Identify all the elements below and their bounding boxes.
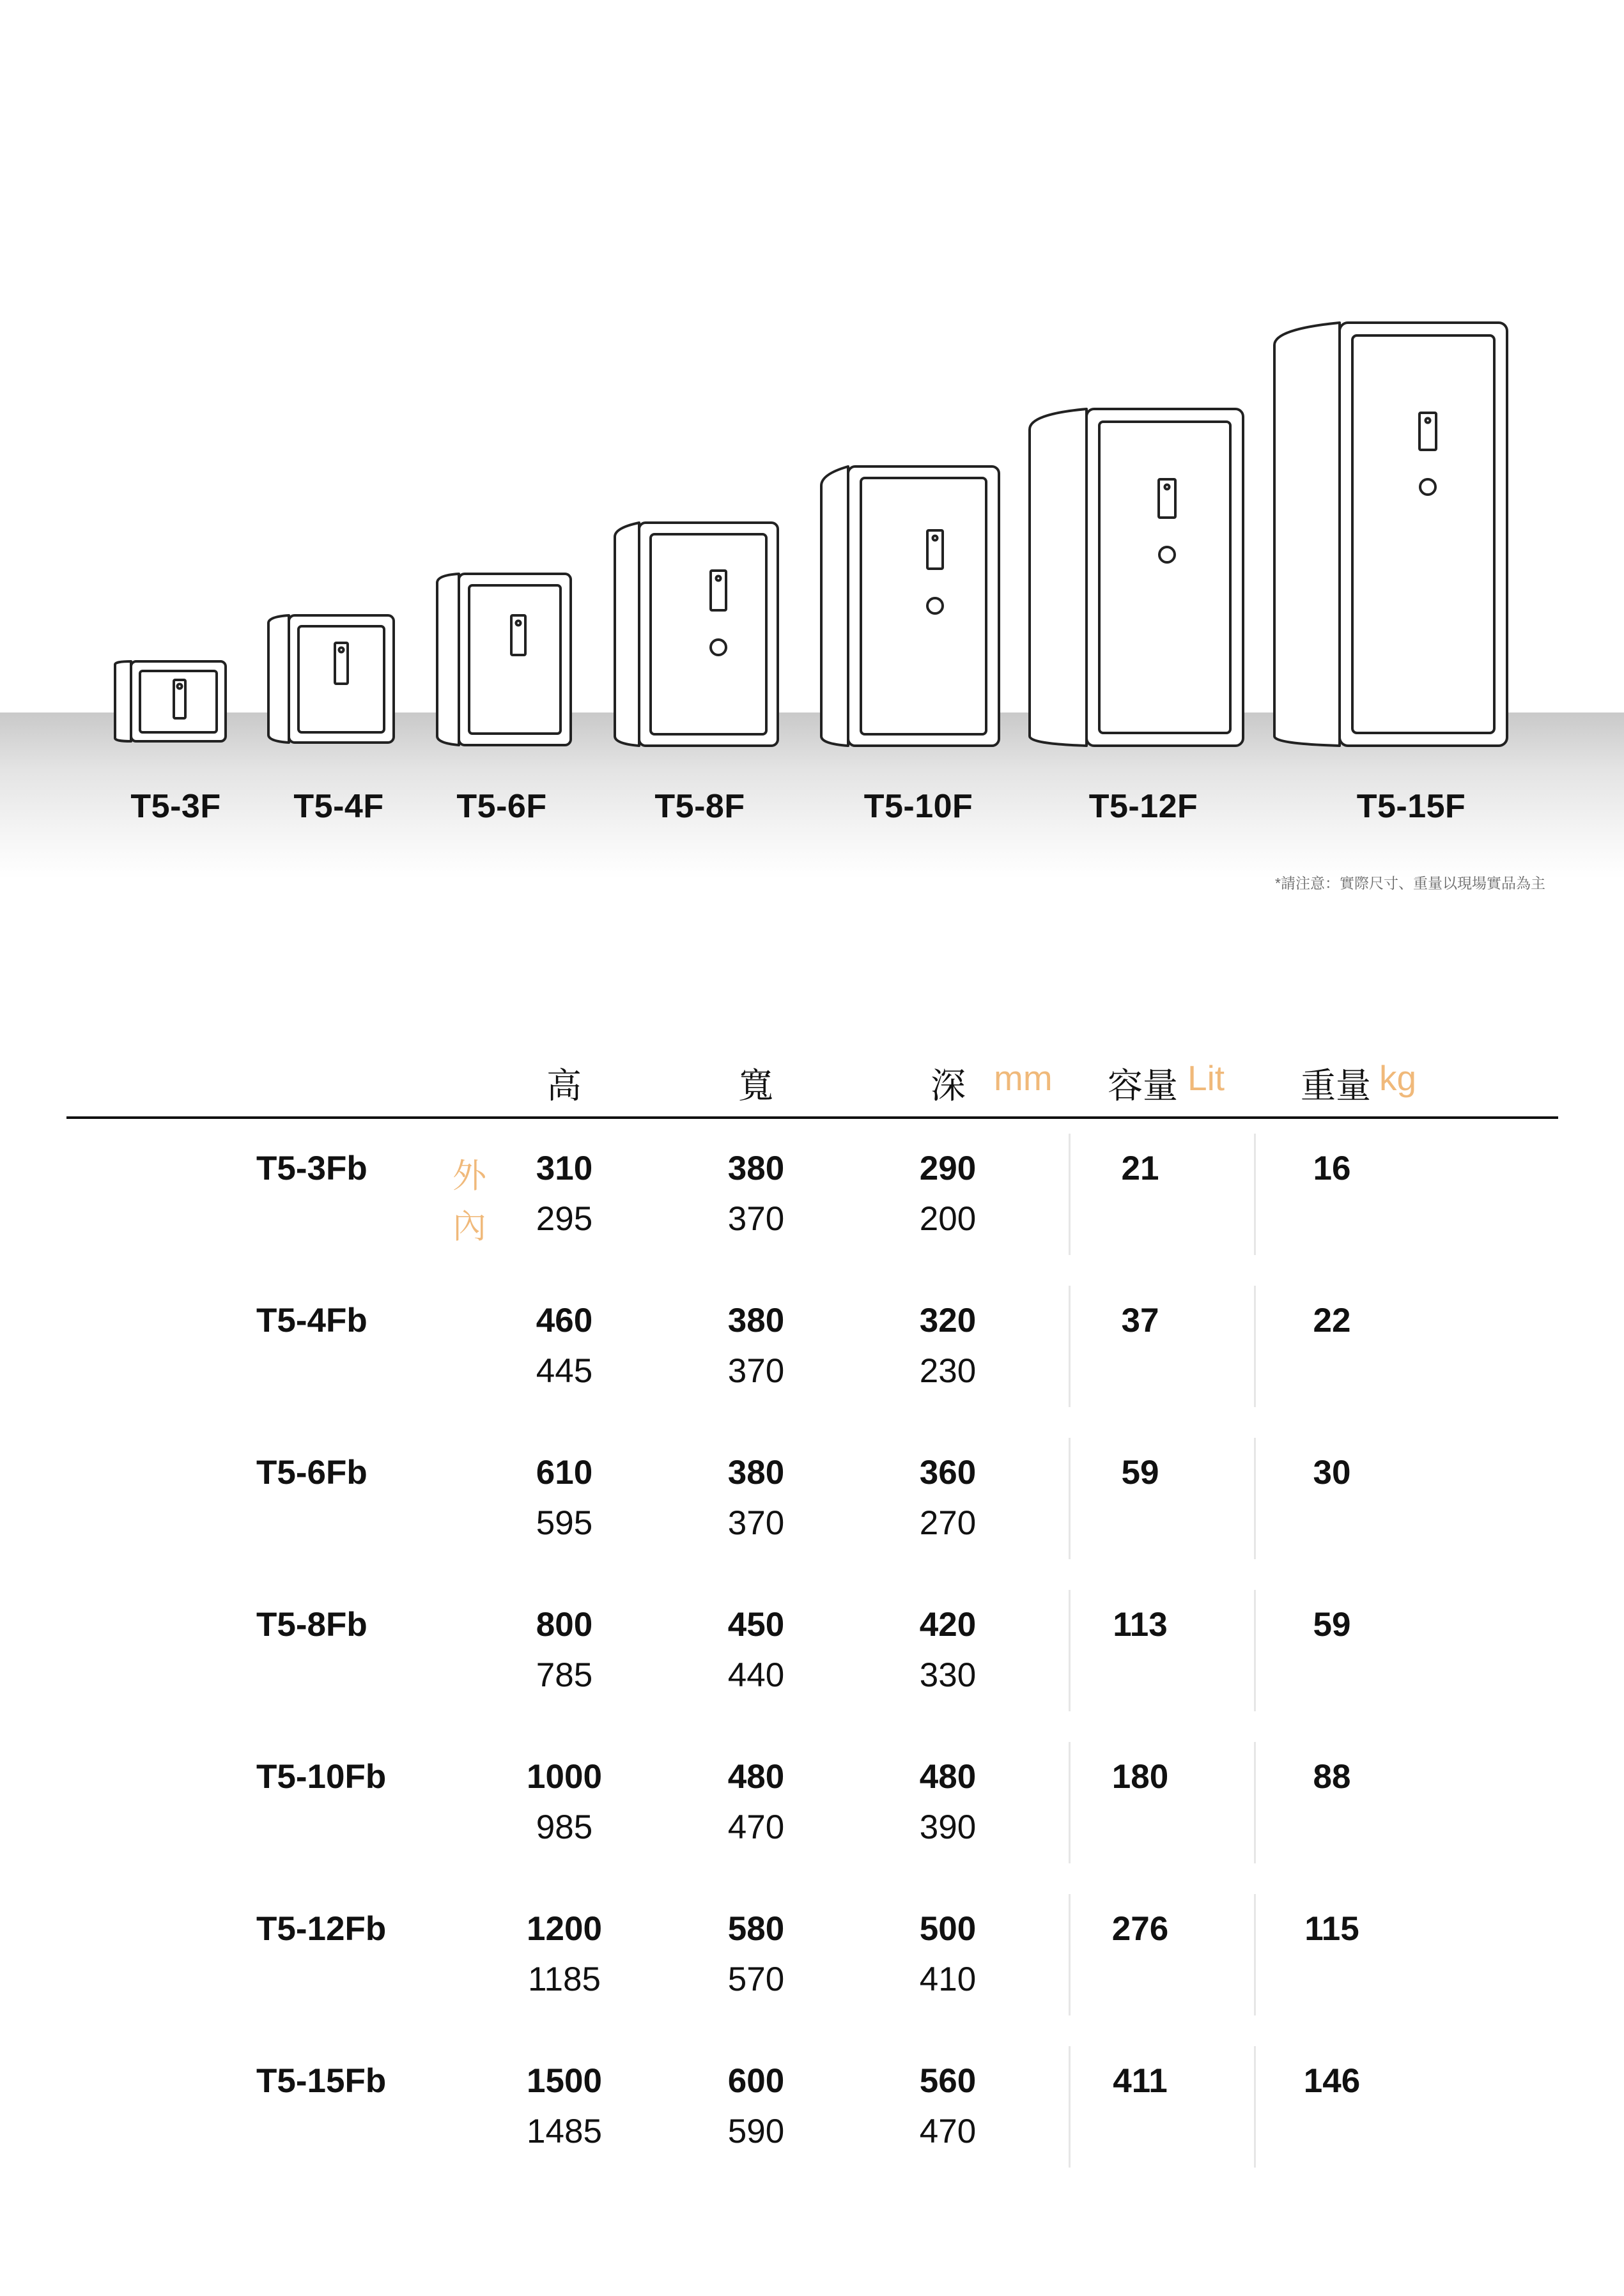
outer-dimension: 460	[536, 1302, 593, 1339]
weight-value: 22	[1313, 1302, 1351, 1339]
capacity-value: 59	[1121, 1454, 1159, 1491]
outer-dimension: 360	[919, 1454, 977, 1491]
outer-dimension: 1000	[527, 1758, 602, 1796]
model-name: T5-10Fb	[256, 1758, 387, 1796]
column-divider	[1254, 2046, 1256, 2168]
header-dim-unit: mm	[994, 1058, 1053, 1098]
model-name: T5-12Fb	[256, 1910, 387, 1948]
column-divider	[1254, 1286, 1256, 1407]
model-name: T5-8Fb	[256, 1606, 367, 1644]
inner-dimension: 390	[919, 1808, 977, 1846]
model-name: T5-6Fb	[256, 1454, 367, 1491]
outer-dimension: 480	[727, 1758, 785, 1796]
safe-lineup-illustration	[0, 0, 1624, 754]
inner-dimension: 370	[727, 1200, 785, 1238]
weight-value: 30	[1313, 1454, 1351, 1491]
inner-dimension: 440	[727, 1656, 785, 1694]
column-divider	[1069, 1438, 1071, 1559]
outer-dimension: 500	[919, 1910, 977, 1948]
inner-dimension: 410	[919, 1961, 977, 1998]
safe-icon-t5-10f	[821, 466, 999, 746]
column-divider	[1069, 2046, 1071, 2168]
inner-dimension: 1485	[527, 2113, 602, 2150]
disclaimer-note: *請注意：實際尺寸、重量以現場實品為主	[1275, 875, 1545, 891]
header-capacity: 容量	[1108, 1066, 1179, 1106]
inner-dimension: 270	[919, 1504, 977, 1542]
outer-dimension: 420	[919, 1606, 977, 1644]
outer-tag: 外	[452, 1157, 486, 1195]
inner-dimension: 570	[727, 1961, 785, 1998]
inner-dimension: 595	[536, 1504, 593, 1542]
header-width: 寬	[738, 1066, 774, 1106]
inner-dimension: 230	[919, 1352, 977, 1390]
column-divider	[1069, 1742, 1071, 1863]
inner-dimension: 445	[536, 1352, 593, 1390]
weight-value: 115	[1304, 1910, 1359, 1948]
safe-icon-t5-3f	[115, 661, 226, 741]
header-rule	[66, 1116, 1558, 1119]
safe-label: T5-10F	[863, 788, 973, 825]
outer-dimension: 380	[727, 1454, 785, 1491]
safe-icon-t5-8f	[615, 523, 778, 746]
weight-value: 88	[1313, 1758, 1351, 1796]
column-divider	[1254, 1134, 1256, 1255]
safe-icon-t5-4f	[268, 615, 394, 743]
header-weight: 重量	[1301, 1066, 1372, 1106]
model-name: T5-15Fb	[256, 2062, 387, 2100]
inner-dimension: 200	[919, 1200, 977, 1238]
outer-dimension: 800	[536, 1606, 593, 1644]
safe-label: T5-6F	[456, 788, 547, 825]
inner-dimension: 470	[919, 2113, 977, 2150]
inner-dimension: 785	[536, 1656, 593, 1694]
weight-value: 146	[1303, 2062, 1361, 2100]
inner-dimension: 1185	[528, 1961, 601, 1998]
inner-dimension: 370	[727, 1352, 785, 1390]
inner-dimension: 985	[536, 1808, 593, 1846]
inner-dimension: 295	[536, 1200, 593, 1238]
safe-label: T5-3F	[130, 788, 221, 825]
outer-dimension: 310	[536, 1150, 593, 1187]
outer-dimension: 1500	[527, 2062, 602, 2100]
safe-label: T5-12F	[1088, 788, 1198, 825]
column-divider	[1254, 1438, 1256, 1559]
capacity-value: 37	[1121, 1302, 1159, 1339]
capacity-value: 276	[1111, 1910, 1169, 1948]
column-divider	[1254, 1590, 1256, 1711]
inner-dimension: 470	[727, 1808, 785, 1846]
column-divider	[1069, 1286, 1071, 1407]
model-name: T5-3Fb	[256, 1150, 367, 1187]
outer-dimension: 600	[727, 2062, 785, 2100]
outer-dimension: 320	[919, 1302, 977, 1339]
inner-dimension: 330	[919, 1656, 977, 1694]
outer-dimension: 1200	[527, 1910, 602, 1948]
column-divider	[1069, 1894, 1071, 2015]
outer-dimension: 560	[919, 2062, 977, 2100]
outer-dimension: 290	[919, 1150, 977, 1187]
outer-dimension: 380	[727, 1302, 785, 1339]
header-capacity-unit: Lit	[1187, 1058, 1225, 1098]
capacity-value: 113	[1113, 1606, 1168, 1644]
inner-tag: 內	[452, 1208, 486, 1245]
column-divider	[1254, 1742, 1256, 1863]
safe-label: T5-4F	[293, 788, 384, 825]
outer-dimension: 450	[727, 1606, 785, 1644]
inner-dimension: 370	[727, 1504, 785, 1542]
safe-icon-t5-15f	[1274, 323, 1507, 746]
safe-label: T5-15F	[1356, 788, 1466, 825]
column-divider	[1069, 1134, 1071, 1255]
outer-dimension: 380	[727, 1150, 785, 1187]
header-height: 高	[546, 1066, 582, 1106]
safe-icon-t5-12f	[1030, 409, 1243, 746]
capacity-value: 411	[1113, 2062, 1168, 2100]
model-name: T5-4Fb	[256, 1302, 367, 1339]
column-divider	[1254, 1894, 1256, 2015]
outer-dimension: 580	[727, 1910, 785, 1948]
header-weight-unit: kg	[1379, 1058, 1417, 1098]
column-divider	[1069, 1590, 1071, 1711]
outer-dimension: 610	[536, 1454, 593, 1491]
capacity-value: 180	[1111, 1758, 1169, 1796]
weight-value: 59	[1313, 1606, 1351, 1644]
capacity-value: 21	[1121, 1150, 1159, 1187]
safe-label: T5-8F	[654, 788, 745, 825]
inner-dimension: 590	[727, 2113, 785, 2150]
outer-dimension: 480	[919, 1758, 977, 1796]
weight-value: 16	[1313, 1150, 1351, 1187]
safe-icon-t5-6f	[437, 574, 571, 745]
header-depth: 深	[931, 1066, 966, 1106]
